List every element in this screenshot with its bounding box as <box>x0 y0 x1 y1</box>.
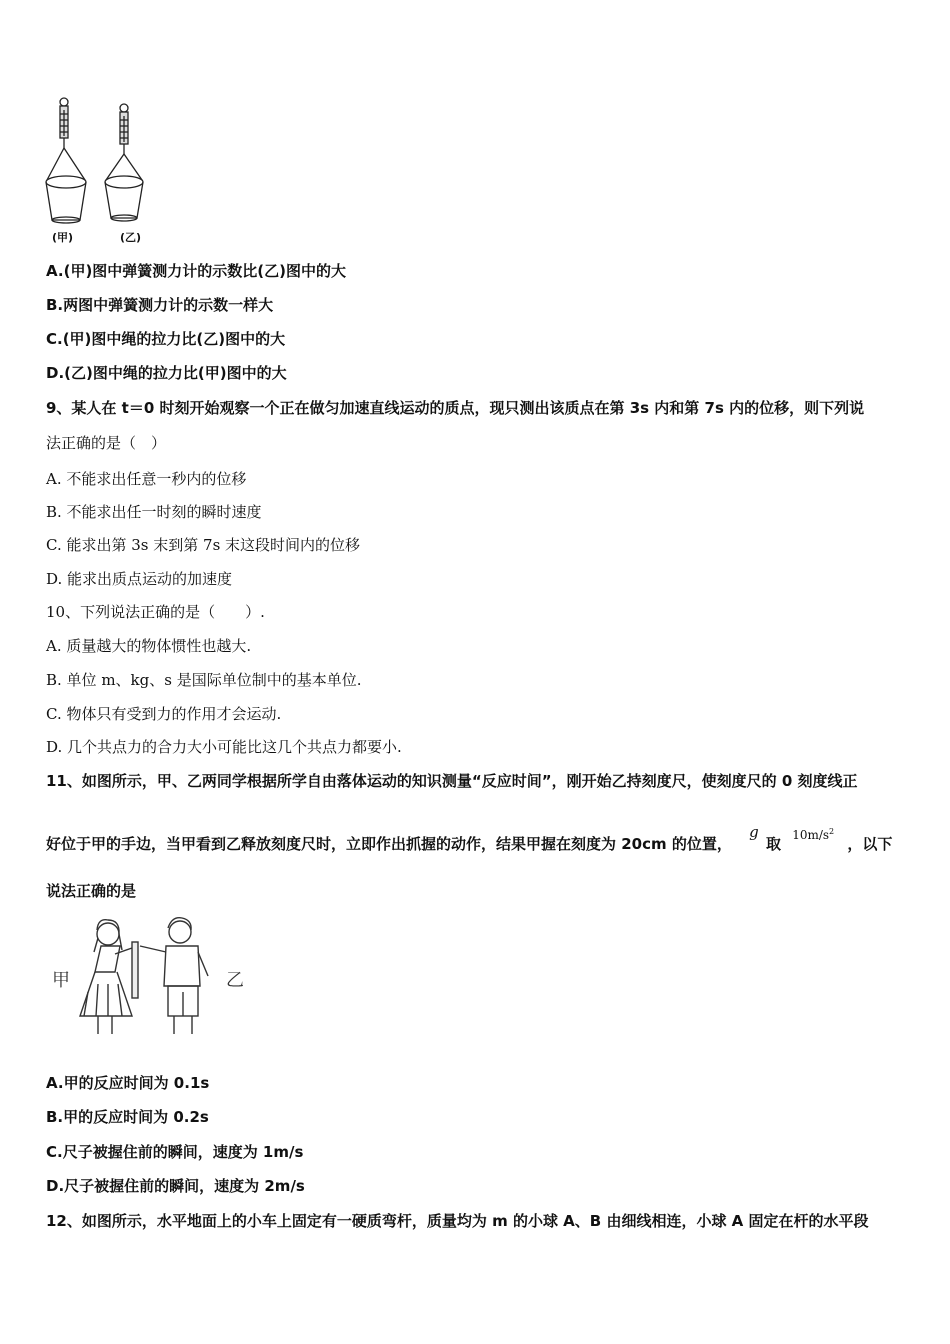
spring-scale-right <box>105 104 143 221</box>
q10-option-a[interactable]: A. 质量越大的物体惯性也越大. <box>46 637 252 655</box>
girl-figure <box>80 920 132 1034</box>
q10-option-c[interactable]: C. 物体只有受到力的作用才会运动. <box>46 705 282 723</box>
q9-option-c[interactable]: C. 能求出第 3s 末到第 7s 末这段时间内的位移 <box>46 536 361 554</box>
q11-stem-line3: 说法正确的是 <box>46 882 137 900</box>
spring-scale-figure <box>40 96 150 248</box>
figure-label-yi: (乙) <box>120 231 142 244</box>
q9-stem-line2: 法正确的是（ ） <box>46 434 167 452</box>
q10-option-b[interactable]: B. 单位 m、kg、s 是国际单位制中的基本单位. <box>46 671 362 689</box>
ruler <box>132 942 138 998</box>
reaction-time-figure <box>68 912 228 1040</box>
q8-option-b[interactable]: B.两图中弹簧测力计的示数一样大 <box>46 296 274 314</box>
q9-option-a[interactable]: A. 不能求出任意一秒内的位移 <box>46 470 247 488</box>
q11-option-b[interactable]: B.甲的反应时间为 0.2s <box>46 1108 209 1126</box>
q8-option-d[interactable]: D.(乙)图中绳的拉力比(甲)图中的大 <box>46 364 287 382</box>
q8-option-a[interactable]: A.(甲)图中弹簧测力计的示数比(乙)图中的大 <box>46 262 347 280</box>
g-value-text: 10m/s <box>792 828 830 842</box>
q12-stem-line1: 12、如图所示，水平地面上的小车上固定有一硬质弯杆，质量均为 m 的小球 A、B 由细线相连，小球 A 固定在杆的水平段 <box>46 1212 869 1230</box>
q11-option-c[interactable]: C.尺子被握住前的瞬间，速度为 1m/s <box>46 1143 304 1161</box>
g-value <box>792 828 834 842</box>
q9-option-d[interactable]: D. 能求出质点运动的加速度 <box>46 570 233 588</box>
figure-label-yi-person: 乙 <box>226 970 244 991</box>
figure-label-jia-person: 甲 <box>52 970 70 991</box>
q11-stem-line2 <box>46 823 916 855</box>
boy-figure <box>140 918 208 1034</box>
g-symbol: g <box>749 823 759 841</box>
g-exponent: 2 <box>829 827 835 836</box>
q8-option-c[interactable]: C.(甲)图中绳的拉力比(乙)图中的大 <box>46 330 286 348</box>
q10-stem: 10、下列说法正确的是（ ）. <box>46 603 265 621</box>
q9-stem-line1: 9、某人在 t＝0 时刻开始观察一个正在做匀加速直线运动的质点，现只测出该质点在第 3s 内和第 7s 内的位移，则下列说 <box>46 399 865 417</box>
q11-stem-line2-b: ，以下 <box>847 835 893 853</box>
q10-option-d[interactable]: D. 几个共点力的合力大小可能比这几个共点力都要小. <box>46 738 402 756</box>
q11-option-d[interactable]: D.尺子被握住前的瞬间，速度为 2m/s <box>46 1177 305 1195</box>
q11-option-a[interactable]: A.甲的反应时间为 0.1s <box>46 1074 210 1092</box>
q11-stem-line2-a: 好位于甲的手边，当甲看到乙释放刻度尺时，立即作出抓握的动作，结果甲握在刻度为 20cm 的位置， <box>46 835 732 853</box>
q9-option-b[interactable]: B. 不能求出任一时刻的瞬时速度 <box>46 503 262 521</box>
figure-label-jia: (甲) <box>52 231 74 244</box>
spring-scale-left <box>46 98 86 223</box>
take-text: 取 <box>765 835 781 853</box>
q11-stem-line1: 11、如图所示，甲、乙两同学根据所学自由落体运动的知识测量“反应时间”，刚开始乙持刻度尺，使刻度尺的 0 刻度线正 <box>46 772 858 790</box>
